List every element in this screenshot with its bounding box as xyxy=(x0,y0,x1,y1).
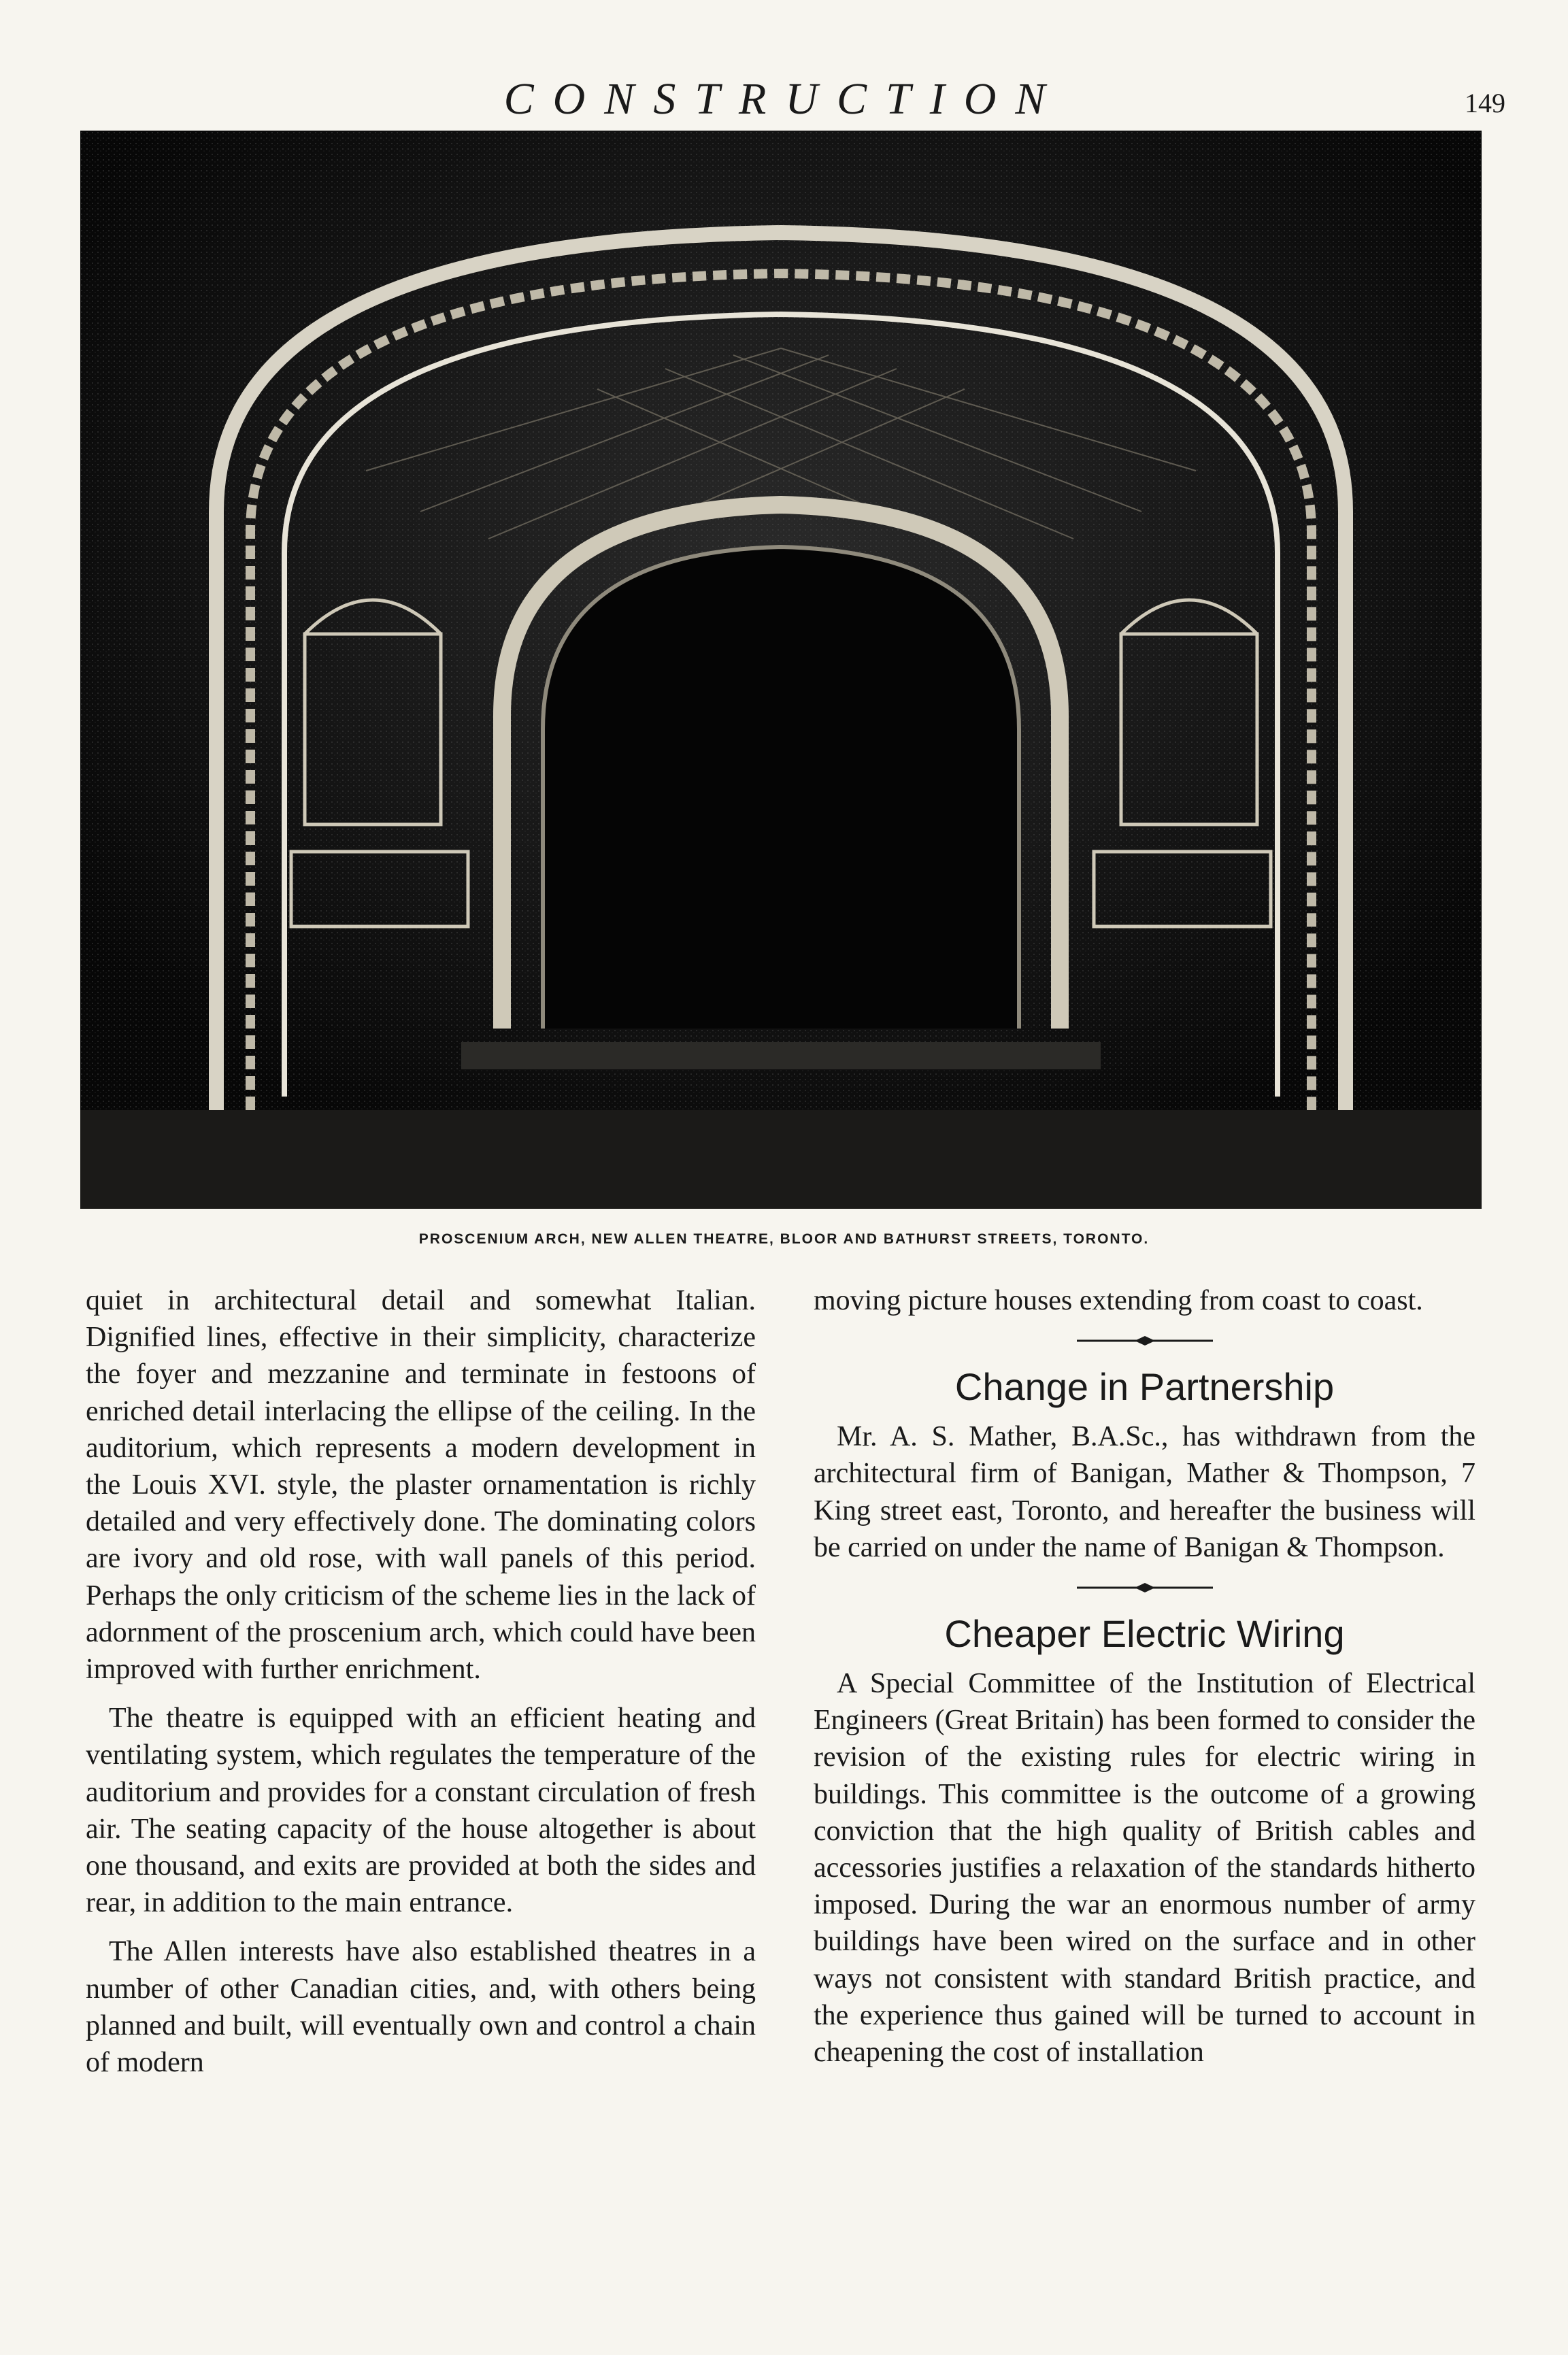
paragraph: The Allen interests have also established theatres in a number of other Canadian cities, and, with others being planned and built, will eventually own and control a chain of modern xyxy=(86,1936,756,2079)
section-heading: Change in Partnership xyxy=(954,1365,1335,1409)
left-column xyxy=(86,1282,756,2093)
paragraph: quiet in architectural detail and somewhat Italian. Dignified lines, effective in their simplicity, characterize the foyer and mezzanine and terminate in festoons of enriched detail interlacing the ellipse of the ceiling. In the auditorium, which represents a modern development in the Louis XVI. style, the plaster ornamentation is richly detailed and very effectively done. The dominating colors are ivory and old rose, with wall panels of this period. Perhaps the only criticism of the scheme lies in the lack of adornment of the proscenium arch, which could have been improved with further enrichment. xyxy=(86,1285,756,1686)
paragraph: Mr. A. S. Mather, B.A.Sc., has withdrawn from the architectural firm of Banigan, Mather & Thompson, 7 King street east, Toronto, and hereafter the business will be carried on under the name of Banigan & Thompson. xyxy=(814,1421,1475,1563)
right-column xyxy=(814,1282,1475,2083)
divider-ornament xyxy=(1077,1334,1213,1348)
figure-caption: PROSCENIUM ARCH, NEW ALLEN THEATRE, BLOOR AND BATHURST STREETS, TORONTO. xyxy=(418,1231,1150,1247)
paragraph: A Special Committee of the Institution of Electrical Engineers (Great Britain) has been formed to consider the revision of the existing rules for electric wiring in buildings. This committee is the outcome of a growing conviction that the high quality of British cables and accessories justifies a relaxation of the standards hitherto imposed. During the war an enormous number of army buildings have been wired on the surface and in other ways not consistent with standard British practice, and the experience thus gained will be turned to account in cheapening the cost of installation xyxy=(814,1668,1475,2069)
theatre-photograph xyxy=(80,131,1482,1209)
divider-ornament xyxy=(1077,1581,1213,1594)
page-number: 149 xyxy=(1465,88,1505,118)
paragraph: The theatre is equipped with an efficient heating and ventilating system, which regulates the temperature of the auditorium and provides for a constant circulation of fresh air. The seating capacity of the house altogether is about one thousand, and exits are provided at both the sides and rear, in addition to the main entrance. xyxy=(86,1703,756,1919)
journal-title: CONSTRUCTION xyxy=(503,74,1065,124)
proscenium-arch-illustration xyxy=(80,131,1482,1209)
paragraph: moving picture houses extending from coast to coast. xyxy=(814,1285,1423,1316)
section-heading: Cheaper Electric Wiring xyxy=(944,1612,1345,1656)
